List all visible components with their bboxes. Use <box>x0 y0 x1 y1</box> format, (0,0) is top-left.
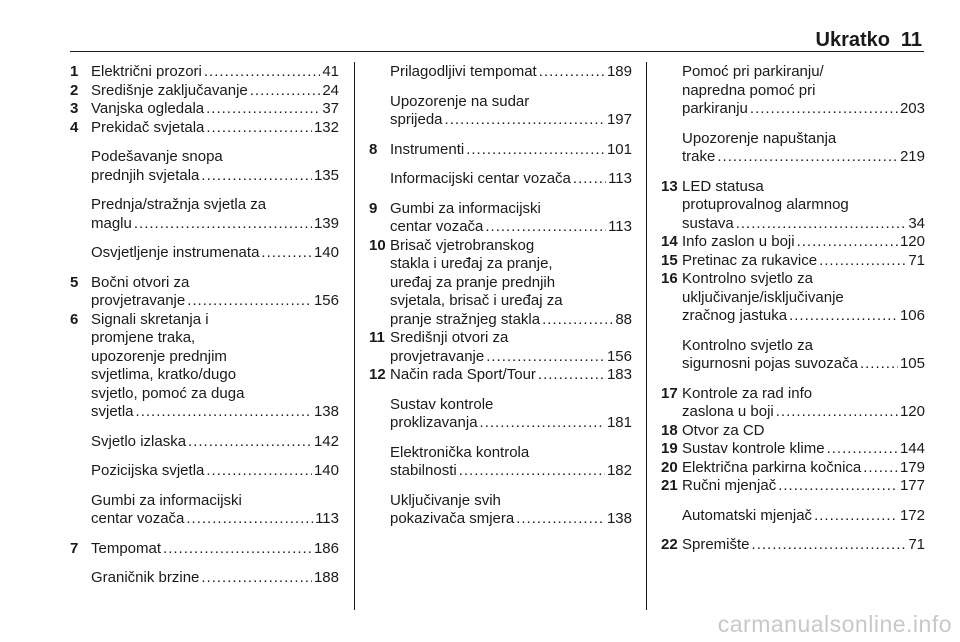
entry-number: 2 <box>70 81 79 99</box>
entry-line-with-page <box>91 292 339 311</box>
entry-text <box>70 82 339 101</box>
entry-number: 22 <box>661 536 678 553</box>
column-divider <box>354 62 355 610</box>
entry-line-with-page <box>91 510 339 529</box>
entry-line: Signali skretanja i <box>91 310 209 328</box>
entry-number: 3 <box>70 100 79 117</box>
entry-number: 17 <box>661 384 678 402</box>
entry-line: Kontrole za rad info <box>682 384 813 402</box>
dot-leader <box>466 141 605 160</box>
index-entry <box>369 63 632 82</box>
entry-page-link[interactable]: 101 <box>606 140 632 158</box>
entry-label: sustava <box>682 214 734 232</box>
entry-text <box>661 178 925 234</box>
entry-page-link[interactable]: 181 <box>606 414 632 431</box>
entry-label: centar vozača <box>91 510 185 527</box>
entry-label: provjetravanje <box>390 347 485 365</box>
dot-leader <box>717 148 898 167</box>
index-entry <box>369 170 632 189</box>
entry-number: 8 <box>369 140 378 158</box>
dot-leader <box>201 569 312 588</box>
entry-text <box>369 444 632 481</box>
entry-page-link[interactable]: 142 <box>313 432 339 450</box>
entry-line-with-page <box>390 218 632 237</box>
entry-line: Brisač vjetrobranskog <box>390 236 535 254</box>
index-entry <box>70 492 339 529</box>
entry-line-with-page <box>91 403 339 422</box>
page-title: Ukratko <box>815 29 890 51</box>
dot-leader <box>187 292 312 311</box>
entry-label: svjetla <box>91 403 134 420</box>
entry-text <box>661 252 925 271</box>
entry-line-with-page <box>682 440 925 459</box>
dot-leader <box>188 433 312 452</box>
entry-number: 1 <box>70 63 79 80</box>
entry-text <box>369 200 632 237</box>
entry-label: parkiranju <box>682 100 748 117</box>
entry-line: Gumbi za informacijski <box>91 491 242 509</box>
entry-text <box>369 329 632 366</box>
entry-text <box>661 63 925 119</box>
index-column-3 <box>661 63 925 555</box>
dot-leader <box>204 63 320 82</box>
entry-text <box>369 237 632 330</box>
entry-number: 20 <box>661 458 678 476</box>
entry-line-with-page <box>390 63 632 82</box>
entry-line-with-page <box>682 307 925 326</box>
index-entry <box>661 440 925 459</box>
entry-number: 18 <box>661 421 678 439</box>
entry-label: centar vozača <box>390 218 484 235</box>
entry-text <box>369 396 632 433</box>
entry-label: Ručni mjenjač <box>682 477 777 494</box>
entry-label: Informacijski centar vozača <box>390 170 571 187</box>
index-entry <box>661 63 925 119</box>
entry-line: Kontrolno svjetlo za <box>682 270 813 287</box>
dot-leader <box>814 507 898 526</box>
index-column-1 <box>70 63 339 588</box>
entry-text <box>70 462 339 481</box>
dot-leader <box>261 244 312 263</box>
entry-line-with-page <box>390 366 632 385</box>
index-entry <box>369 141 632 160</box>
entry-number: 10 <box>369 236 386 254</box>
entry-line-with-page <box>91 569 339 588</box>
entry-line: Sustav kontrole <box>390 395 494 413</box>
index-entry <box>661 130 925 167</box>
dot-leader <box>539 63 605 82</box>
entry-line: svjetlima, kratko/dugo <box>91 366 237 383</box>
entry-text <box>661 507 925 526</box>
entry-line-with-page <box>682 477 925 496</box>
entry-text <box>70 311 339 422</box>
entry-label: Graničnik brzine <box>91 569 200 586</box>
entry-line: Bočni otvori za <box>91 273 190 291</box>
entry-number: 7 <box>70 539 79 557</box>
entry-text <box>70 148 339 185</box>
entry-label: Način rada Sport/Tour <box>390 366 536 383</box>
entry-line-with-page <box>682 459 925 478</box>
entry-line: protuprovalnog alarmnog <box>682 196 849 213</box>
entry-text <box>70 433 339 452</box>
entry-label: Pozicijska svjetla <box>91 462 205 479</box>
dot-leader <box>860 355 898 374</box>
entry-page-link[interactable]: 132 <box>313 118 339 136</box>
index-entry <box>369 329 632 366</box>
entry-text <box>70 274 339 311</box>
entry-page-link[interactable]: 71 <box>908 536 925 553</box>
index-entry <box>661 422 925 441</box>
entry-text <box>661 477 925 496</box>
dot-leader <box>573 170 606 189</box>
entry-page-link[interactable]: 37 <box>322 100 339 117</box>
header-rule <box>70 51 924 52</box>
entry-number: 14 <box>661 233 678 250</box>
index-entry <box>70 100 339 119</box>
entry-label: prednjih svjetala <box>91 166 200 184</box>
entry-page-link[interactable]: 34 <box>908 214 925 232</box>
entry-line: upozorenje prednjim <box>91 347 227 365</box>
entry-line-with-page <box>91 82 339 101</box>
entry-line-with-page <box>390 510 632 529</box>
entry-page-link[interactable]: 113 <box>608 218 632 235</box>
entry-page-link[interactable]: 183 <box>606 366 632 383</box>
entry-line-with-page <box>91 63 339 82</box>
entry-line-with-page <box>91 119 339 138</box>
entry-label: Automatski mjenjač <box>682 506 813 524</box>
entry-line-with-page <box>390 311 632 330</box>
index-entry <box>70 569 339 588</box>
index-entry <box>661 459 925 478</box>
entry-line-with-page <box>390 111 632 130</box>
entry-label: Sustav kontrole klime <box>682 440 825 457</box>
index-entry <box>661 178 925 234</box>
entry-label: Otvor za CD <box>682 421 765 439</box>
entry-line-with-page <box>682 233 925 252</box>
entry-label: Električni prozori <box>91 63 202 80</box>
entry-page-link[interactable]: 188 <box>313 569 339 586</box>
dot-leader <box>163 540 312 559</box>
entry-number: 16 <box>661 270 678 287</box>
entry-page-link[interactable]: 113 <box>608 170 632 187</box>
column-divider <box>646 62 647 610</box>
entry-text <box>369 492 632 529</box>
entry-line: Upozorenje napuštanja <box>682 129 837 147</box>
entry-page-link[interactable]: 197 <box>606 111 632 128</box>
dot-leader <box>538 366 605 385</box>
entry-line: svjetala, brisač i uređaj za <box>390 292 563 309</box>
entry-line-with-page <box>91 244 339 263</box>
index-entry <box>70 540 339 559</box>
dot-leader <box>542 311 613 330</box>
entry-line-with-page <box>682 215 925 234</box>
entry-label: Prilagodljivi tempomat <box>390 63 537 80</box>
entry-text <box>70 196 339 233</box>
entry-label: pranje stražnjeg stakla <box>390 310 541 328</box>
entry-text <box>661 536 925 555</box>
dot-leader <box>201 167 312 186</box>
index-entry <box>661 385 925 422</box>
dot-leader <box>752 536 907 555</box>
index-entry <box>70 82 339 101</box>
index-entry <box>70 119 339 138</box>
entry-page-link[interactable]: 186 <box>313 539 339 557</box>
entry-text <box>661 459 925 478</box>
entry-line-with-page <box>682 355 925 374</box>
entry-label: sprijeda <box>390 111 443 128</box>
entry-label: Središnje zaključavanje <box>91 81 248 99</box>
entry-page-link[interactable]: 71 <box>908 251 925 269</box>
dot-leader <box>819 252 906 271</box>
entry-line: promjene traka, <box>91 329 196 346</box>
index-entry <box>661 270 925 326</box>
entry-label: Pretinac za rukavice <box>682 251 818 269</box>
entry-text <box>661 385 925 422</box>
entry-text <box>369 93 632 130</box>
entry-label: zaslona u boji <box>682 403 774 420</box>
entry-page-link[interactable]: 113 <box>315 510 339 527</box>
entry-page-link[interactable]: 144 <box>899 440 925 457</box>
dot-leader <box>186 510 313 529</box>
entry-text <box>70 569 339 588</box>
entry-line-with-page <box>390 170 632 189</box>
entry-line-with-page <box>390 348 632 367</box>
entry-line-with-page <box>682 536 925 555</box>
entry-line-with-page <box>91 215 339 234</box>
entry-page-link[interactable]: 182 <box>606 462 632 479</box>
dot-leader <box>206 462 312 481</box>
entry-number: 19 <box>661 440 678 457</box>
index-entry <box>661 337 925 374</box>
entry-label: pokazivača smjera <box>390 510 515 527</box>
entry-label: Osvjetljenje instrumenata <box>91 244 260 261</box>
index-entry <box>70 244 339 263</box>
index-entry <box>661 233 925 252</box>
index-entry <box>369 237 632 330</box>
entry-number: 9 <box>369 199 378 217</box>
entry-text <box>70 492 339 529</box>
index-entry <box>369 396 632 433</box>
page-number: 11 <box>900 29 922 51</box>
entry-line-with-page <box>91 433 339 452</box>
entry-number: 12 <box>369 366 386 383</box>
dot-leader <box>480 414 605 433</box>
entry-page-link[interactable]: 219 <box>899 148 925 165</box>
entry-line-with-page <box>682 148 925 167</box>
entry-text <box>369 63 632 82</box>
entry-line: Uključivanje svih <box>390 491 501 509</box>
entry-page-link[interactable]: 172 <box>899 506 925 524</box>
entry-text <box>70 63 339 82</box>
entry-label: maglu <box>91 214 132 232</box>
entry-line: Elektronička kontrola <box>390 443 530 461</box>
entry-line-with-page <box>682 403 925 422</box>
entry-page-link[interactable]: 106 <box>899 307 925 324</box>
entry-number: 15 <box>661 251 678 269</box>
dot-leader <box>134 215 312 234</box>
entry-line-with-page <box>91 462 339 481</box>
index-entry <box>70 274 339 311</box>
dot-leader <box>863 459 898 478</box>
dot-leader <box>827 440 898 459</box>
entry-number: 4 <box>70 118 79 136</box>
entry-page-link[interactable]: 41 <box>322 63 339 80</box>
dot-leader <box>750 100 898 119</box>
index-entry <box>70 148 339 185</box>
index-entry <box>661 477 925 496</box>
entry-text <box>661 130 925 167</box>
entry-label: Prekidač svjetala <box>91 118 205 136</box>
entry-line: Pomoć pri parkiranju/ <box>682 63 824 80</box>
index-entry <box>70 311 339 422</box>
dot-leader <box>516 510 605 529</box>
entry-number: 13 <box>661 177 678 195</box>
entry-text <box>70 100 339 119</box>
entry-label: provjetravanje <box>91 292 186 309</box>
entry-page-link[interactable]: 140 <box>313 244 339 261</box>
entry-label: stabilnosti <box>390 462 457 479</box>
dot-leader <box>485 218 606 237</box>
index-entry <box>661 536 925 555</box>
entry-page-link[interactable]: 156 <box>606 347 632 365</box>
entry-label: Tempomat <box>91 539 162 557</box>
index-entry <box>70 433 339 452</box>
entry-text <box>70 540 339 559</box>
dot-leader <box>459 462 605 481</box>
dot-leader <box>136 403 312 422</box>
entry-label: Vanjska ogledala <box>91 100 205 117</box>
page-header <box>0 28 960 52</box>
index-entry <box>661 252 925 271</box>
entry-page-link[interactable]: 88 <box>615 310 632 328</box>
entry-text <box>70 244 339 263</box>
entry-line: svjetlo, pomoć za duga <box>91 384 245 402</box>
index-entry <box>369 93 632 130</box>
entry-label: sigurnosni pojas suvozača <box>682 355 858 372</box>
dot-leader <box>206 100 320 119</box>
entry-page-link[interactable]: 135 <box>313 166 339 184</box>
entry-label: Info zaslon u boji <box>682 233 795 250</box>
entry-text <box>661 422 925 441</box>
entry-number: 11 <box>369 329 385 346</box>
entry-line-with-page <box>682 100 925 119</box>
entry-page-link[interactable]: 138 <box>606 510 632 527</box>
entry-line: Podešavanje snopa <box>91 148 223 165</box>
index-entry <box>661 507 925 526</box>
entry-line-with-page <box>682 422 925 441</box>
entry-page-link[interactable]: 140 <box>313 462 339 479</box>
entry-text <box>369 141 632 160</box>
entry-page-link[interactable]: 120 <box>899 233 925 250</box>
entry-line: Upozorenje na sudar <box>390 92 530 110</box>
entry-text <box>70 119 339 138</box>
entry-line: LED statusa <box>682 177 764 195</box>
index-column-2 <box>369 63 632 529</box>
entry-line-with-page <box>390 462 632 481</box>
dot-leader <box>206 119 312 138</box>
watermark-text: carmanualsonline.info <box>717 611 952 637</box>
index-entry <box>70 462 339 481</box>
entry-label: Instrumenti <box>390 140 465 158</box>
entry-line: Središnji otvori za <box>390 329 509 346</box>
entry-line: napredna pomoć pri <box>682 81 816 99</box>
entry-number: 5 <box>70 273 79 291</box>
entry-page-link[interactable]: 189 <box>606 63 632 80</box>
index-entry <box>70 196 339 233</box>
entry-page-link[interactable]: 203 <box>899 100 925 117</box>
dot-leader <box>797 233 898 252</box>
entry-number: 6 <box>70 310 79 328</box>
index-entry <box>369 444 632 481</box>
entry-line: uključivanje/isključivanje <box>682 288 844 306</box>
entry-page-link[interactable]: 179 <box>899 458 925 476</box>
entry-text <box>661 270 925 326</box>
dot-leader <box>486 348 605 367</box>
entry-text <box>369 366 632 385</box>
entry-page-link[interactable]: 156 <box>313 292 339 309</box>
entry-page-link[interactable]: 138 <box>313 403 339 420</box>
entry-label: trake <box>682 148 716 165</box>
entry-line-with-page <box>390 141 632 160</box>
entry-text <box>369 170 632 189</box>
entry-label: Električna parkirna kočnica <box>682 458 862 476</box>
dot-leader <box>250 82 321 101</box>
entry-page-link[interactable]: 105 <box>899 355 925 372</box>
entry-line: Kontrolno svjetlo za <box>682 336 813 354</box>
entry-line-with-page <box>91 167 339 186</box>
entry-text <box>661 337 925 374</box>
entry-line: Gumbi za informacijski <box>390 199 541 217</box>
index-entry <box>70 63 339 82</box>
entry-label: zračnog jastuka <box>682 307 788 324</box>
dot-leader <box>445 111 605 130</box>
index-entry <box>369 366 632 385</box>
entry-line: stakla i uređaj za pranje, <box>390 255 553 272</box>
entry-number: 21 <box>661 477 678 494</box>
entry-line-with-page <box>390 414 632 433</box>
entry-line-with-page <box>682 252 925 271</box>
entry-text <box>661 440 925 459</box>
entry-line-with-page <box>682 507 925 526</box>
entry-text <box>661 233 925 252</box>
dot-leader <box>736 215 907 234</box>
entry-line-with-page <box>91 100 339 119</box>
index-entry <box>369 200 632 237</box>
entry-page-link[interactable]: 24 <box>322 81 339 99</box>
dot-leader <box>776 403 898 422</box>
entry-label: proklizavanja <box>390 414 478 431</box>
dot-leader <box>789 307 898 326</box>
entry-line-with-page <box>91 540 339 559</box>
entry-page-link[interactable]: 120 <box>899 403 925 420</box>
entry-line: Prednja/stražnja svjetla za <box>91 196 267 213</box>
dot-leader <box>778 477 898 496</box>
entry-label: Svjetlo izlaska <box>91 432 187 450</box>
entry-page-link[interactable]: 139 <box>313 214 339 232</box>
entry-label: Spremište <box>682 536 750 553</box>
index-entry <box>369 492 632 529</box>
entry-line: uređaj za pranje prednjih <box>390 273 556 291</box>
entry-page-link[interactable]: 177 <box>899 477 925 494</box>
